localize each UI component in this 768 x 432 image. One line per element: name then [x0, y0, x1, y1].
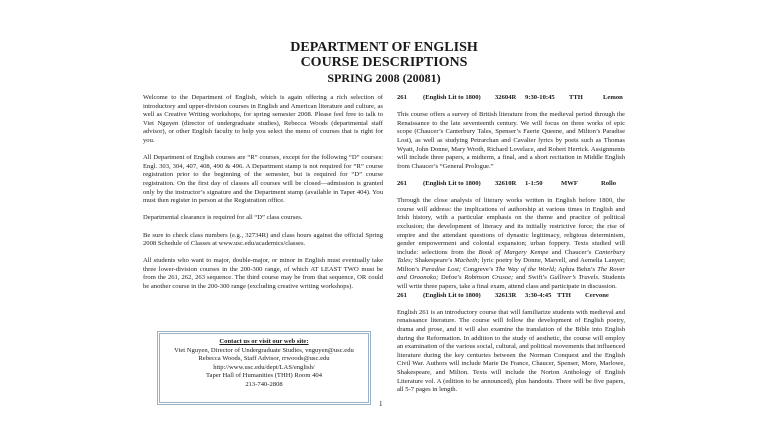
contact-director: Viet Nguyen, Director of Undergraduate Studies, vnguyen@usc.edu [174, 346, 354, 354]
contact-title: Contact us or visit our web site: [219, 338, 309, 345]
intro-paragraph-major-requirements: All students who want to major, double-major, or minor in English must eventually take three lower-division courses in the 200-300 range, of which AT LEAST TWO must be from the 261, 262, 263 sequence. The third course may be from that sequence, OR could be another course in the 200-300 range (excluding creative writing workshops). [143, 257, 383, 291]
course-number: 261 [397, 291, 407, 299]
contact-website[interactable]: http://www.usc.edu/dept/LAS/english/ [213, 363, 315, 371]
intro-paragraph-welcome: Welcome to the Department of English, which is again offering a rich selection of introductory and upper-division courses in English and American literature and culture, as well as Creative Writing workshops, for spring semester 2008. Please feel free to talk to Viet Nguyen (director of undergraduate studies), Rebecca Woods (departmental staff advisor), or other English faculty to help you select the menu of courses that is right for you. [143, 94, 383, 144]
course-header-3 [397, 292, 625, 301]
course-description-3: English 261 is an introductory course that will familiarize students with medieval and renaissance literature. The course will follow the development of English poetry, drama and prose, and it will also examine the translation of the Bible into English during the Reformation. In addition to the study of aesthetic, the course will employ an examination of the various social, cultural, and political movements that influenced literature during the key centuries between the Norman Conquest and the English Civil War. Authors will include Marie De France, Chaucer, Spenser, More, Marlowe, Shakespeare, and Milton. Texts will include the Norton Anthology of English Literature vol. A (edition to be announced), plus handouts. There will be five papers, all 5-7 pages in length. [397, 308, 625, 394]
course-number: 261 [397, 179, 407, 187]
course-title: (English Lit to 1800) [423, 291, 481, 299]
intro-column [143, 94, 383, 300]
course-days: TTH [557, 291, 571, 299]
contact-phone: 213-740-2808 [245, 380, 283, 388]
course-code: 32604R [495, 94, 517, 101]
course-days: MWF [561, 179, 578, 187]
intro-paragraph-clearance: Departmental clearance is required for all “D” class courses. [143, 214, 303, 222]
course-instructor: Lemon [603, 94, 623, 101]
course-days: TTH [569, 94, 583, 101]
department-title: DEPARTMENT OF ENGLISH [290, 40, 478, 55]
course-header-2 [397, 180, 625, 189]
course-time: 3:30-4:45 [525, 291, 552, 299]
course-title: (English Lit to 1800) [423, 94, 481, 101]
courses-column [397, 94, 625, 403]
course-code: 32613R [495, 291, 517, 299]
course-instructor: Cervone [585, 291, 609, 299]
intro-paragraph-class-numbers: Be sure to check class numbers (e.g., 32734R) and class hours against the official Spring 2008 Schedule of Classes at www.usc.edu/academics/classes. [143, 231, 383, 248]
term-heading: SPRING 2008 (20081) [327, 71, 441, 85]
course-header-1 [397, 94, 625, 103]
course-instructor: Rollo [601, 179, 617, 187]
contact-room: Taper Hall of Humanities (THH) Room 404 [205, 372, 322, 380]
intro-paragraph-course-types: All Department of English courses are “R” courses, except for the following “D” courses: Engl. 303, 304, 407, 408, 490 & 496. A Department stamp is not required for “R” course registration prior to the beginning of the semester, but is required for “D” course registration. On the first day of classes all courses will be closed—admission is granted only by the instructor’s signature and the Department stamp (available in Taper 404). You must then register in person at the Registration office. [143, 154, 383, 205]
contact-advisor: Rebecca Woods, Staff Advisor, rrwoods@usc.edu [198, 355, 330, 363]
course-description-1: This course offers a survey of British literature from the medieval period through the Renaissance to the late seventeenth century. We will focus on three works of epic scope (Chaucer’s Canterbury Tales, Spenser’s Faerie Queene, and Milton’s Paradise Lost), as well as studying Petrarchan and Cavalier lyrics by poets such as Thomas Wyatt, John Donne, Mary Wroth, Richard Lovelace, and Robert Herrick. Assignments will include three papers, a midterm, a final, and a short recitation in Middle English from Chaucer’s “General Prologue.” [397, 111, 625, 170]
course-title: (English Lit to 1800) [423, 179, 481, 187]
course-time: 9:30-10:45 [525, 94, 555, 101]
course-time: 1-1:50 [525, 179, 543, 187]
course-code: 32610R [495, 179, 517, 187]
document-title: COURSE DESCRIPTIONS [300, 55, 468, 70]
page-number: 1 [379, 400, 383, 408]
course-description-2: Through the close analysis of literary works written in English before 1800, the course will address: the implications of authorship at various times in English and Irish history, with a particular emphasis on the theme and practice of political exclusion; the development of literacy and its initially restrictive force; the rise of empire and the attendant questions of dynastic legitimacy, religious determinism, gender empowerment and colonial expansion; urban foppery. Texts studied will include: selections from the Book of Margery Kempe and Chaucer’s Canterbury Tales; Shakespeare’s Macbeth; lyric poetry by Donne, Marvell, and Aemelia Lanyer; Milton’s Paradise Lost; Congreve’s The Way of the World; Aphra Behn’s The Rover and Oroonoko; Defoe’s Robinson Crusoe; and Swift’s Gulliver’s Travels. Students will write three papers, take a final exam, attend class and participate in discussion. [397, 197, 626, 291]
course-number: 261 [397, 94, 407, 101]
contact-box [157, 331, 371, 405]
